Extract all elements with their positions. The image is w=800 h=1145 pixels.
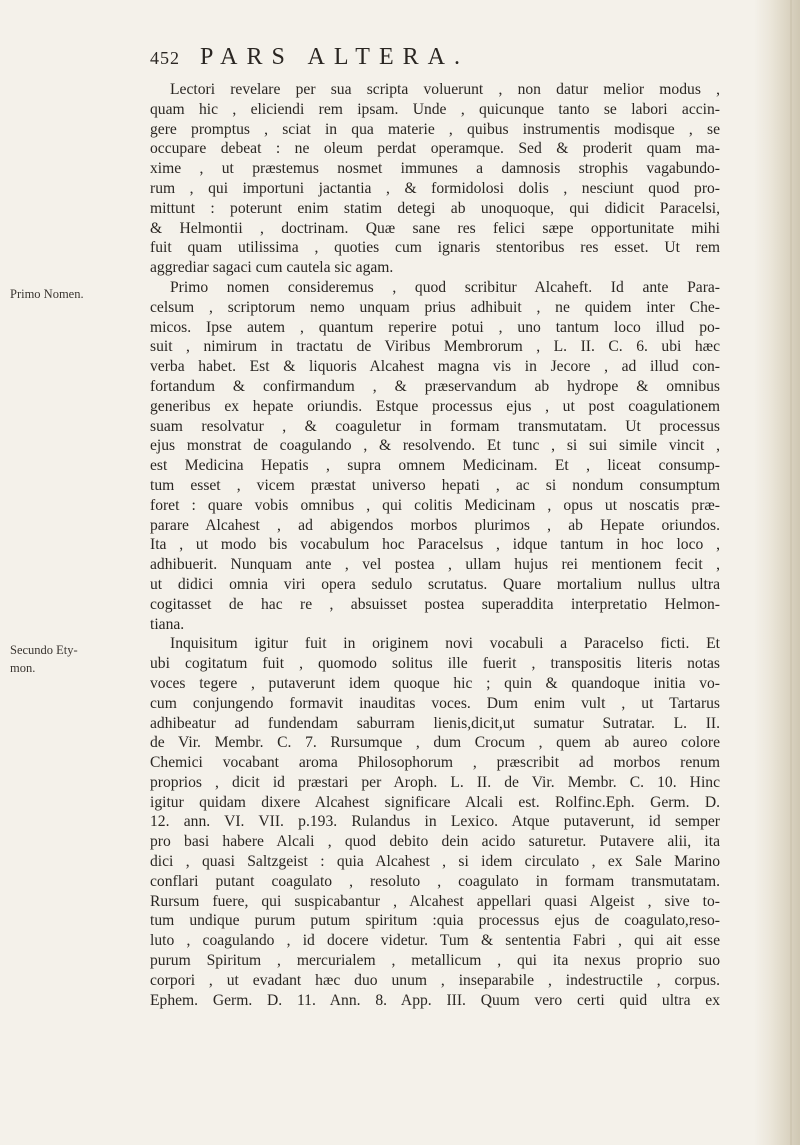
text-line: Ephem. Germ. D. 11. Ann. 8. App. III. Quum vero certi quid ultra ex (150, 991, 720, 1009)
text-line: & Helmontii , doctrinam. Quæ sane res felici sæpe opportunitate mihi (150, 219, 720, 237)
text-line: suit , nimirum in tractatu de Viribus Membrorum , L. II. C. 6. ubi hæc (150, 338, 720, 356)
text-line: generibus ex hepate oriundis. Estque processus ejus , ut post coagulationem (150, 397, 720, 415)
text-line: proprios , dicit id præstari per Aroph. L. II. de Vir. Membr. C. 10. Hinc (150, 773, 720, 791)
text-line: dici , quasi Saltzgeist : quia Alcahest , si idem circulato , ex Sale Marino (150, 853, 720, 871)
text-line: tiana. (150, 615, 185, 633)
text-line: ubi cogitatum fuit , quomodo solitus ille fuerit , transpositis literis notas (150, 655, 720, 673)
text-line: rum , qui importuni jactantia , & formidolosi dolis , nesciunt quod pro- (150, 179, 720, 197)
text-line: gere promptus , sciat in qua materie , quibus instrumentis modisque , se (150, 120, 720, 138)
text-line: occupare debeat : ne oleum perdat operamque. Sed & proderit quam ma- (150, 140, 720, 158)
text-line: ut didici omnia viri opera sedulo scrutatus. Quare mortalium nullus ultra (150, 575, 720, 593)
text-line: Inquisitum igitur fuit in originem novi vocabuli a Paracelso ficti. Et (170, 635, 720, 653)
text-line: Rursum fuere, qui suspicabantur , Alcahest appellari quasi Algeist , sive to- (150, 892, 720, 910)
text-line: fuit quam utilissima , quoties cum ignaris stentoribus res esset. Ut rem (150, 239, 720, 257)
text-line: Chemici vocabant aroma Philosophorum , præscribit ad morbos renum (150, 754, 720, 772)
text-line: voces tegere , putaverunt idem quoque hic ; quin & quandoque initia vo- (150, 674, 720, 692)
page-header (150, 44, 710, 74)
text-line: de Vir. Membr. C. 7. Rursumque , dum Crocum , quem ab aureo colore (150, 734, 720, 752)
text-line: micos. Ipse autem , quantum reperire potui , uno tantum loco illud po- (150, 318, 720, 336)
page-gutter-shadow (754, 0, 800, 1145)
text-line: aggrediar sagaci cum cautela sic agam. (150, 259, 394, 277)
text-line: Lectori revelare per sua scripta voluerunt , non datur melior modus , (170, 81, 720, 98)
text-line: est Medicina Hepatis , supra omnem Medicinam. Et , liceat consump- (150, 457, 720, 475)
text-line: cum conjungendo formavit inauditas voces. Dum enim vult , ut Tartarus (150, 694, 720, 712)
text-line: Ita , ut modo bis vocabulum hoc Paracelsus , idque tantum in hoc loco , (150, 536, 720, 554)
text-line: foret : quare vobis omnibus , qui colitis Medicinam , opus ut noscatis præ- (150, 496, 720, 514)
text-line: quam hic , eliciendi rem ipsam. Unde , quicunque tanto se labori accin- (150, 100, 720, 118)
text-line: purum Spiritum , mercurialem , metallicum , qui ita nexus proprio suo (150, 952, 720, 970)
text-line: Primo nomen consideremus , quod scribitur Alcaheft. Id ante Para- (170, 278, 720, 296)
text-line: luto , coagulando , id docere videtur. Tum & sententia Fabri , qui ait esse (150, 932, 720, 950)
running-head: PARS ALTERA. (200, 44, 469, 70)
text-line: 12. ann. VI. VII. p.193. Rulandus in Lexico. Atque putaverunt, id semper (150, 813, 720, 831)
text-line: xime , ut præstemus nosmet immunes a damnosis strophis vagabundo- (150, 160, 720, 178)
text-line: verba habet. Est & liquoris Alcahest magna vis in Jecore , ad illud con- (150, 358, 720, 376)
body-text (150, 80, 720, 1010)
text-line: igitur quidam dixere Alcahest significare Alcali est. Rolfinc.Eph. Germ. D. (150, 793, 720, 811)
text-line: suam resolvatur , & coaguletur in formam transmutatam. Ut processus (150, 417, 720, 435)
text-line: fortandum & confirmandum , & præservandum ab hydrope & omnibus (150, 377, 720, 395)
marginal-note-primo-nomen: Primo Nomen. (10, 287, 84, 301)
text-line: conflari putant coagulato , resoluto , coagulato in formam transmutatam. (150, 872, 720, 890)
text-line: adhibeatur ad fundendam saburram lienis,dicit,ut sumatur Sutratar. L. II. (150, 714, 720, 732)
text-line: adhibuerit. Nunquam ante , vel postea , ullam hujus rei mentionem fecit , (150, 556, 720, 574)
text-line: pro basi habere Alcali , quod debito dein acido saturetur. Putavere alii, ita (150, 833, 720, 851)
text-line: celsum , scriptorum nemo unquam prius adhibuit , ne quidem inter Che- (150, 298, 720, 316)
text-line: ejus monstrat de coagulando , & resolvendo. Et tunc , si sui simile vincit , (150, 437, 720, 455)
text-line: tum esset , vicem præstat universo hepati , ac si nondum consumptum (150, 476, 720, 494)
marginal-note-line: mon. (10, 661, 36, 675)
marginal-note-secundo-etymon (10, 641, 78, 677)
page-edge-line (790, 0, 792, 1145)
text-line: tum undique purum putum spiritum :quia processus ejus de coagulato,reso- (150, 912, 720, 930)
text-line: parare Alcahest , ad abigendos morbos plurimos , ab Hepate oriundos. (150, 516, 720, 534)
text-line: cogitasset de hac re , absuisset postea superaddita interpretatio Helmon- (150, 595, 720, 613)
page-number: 452 (150, 48, 180, 68)
marginal-note-line: Secundo Ety- (10, 643, 78, 657)
text-line: corpori , ut evadant hæc duo unum , inseparabile , indestructile , corpus. (150, 971, 720, 989)
text-line: mittunt : poterunt enim statim detegi ab unoquoque, qui didicit Paracelsi, (150, 199, 720, 217)
